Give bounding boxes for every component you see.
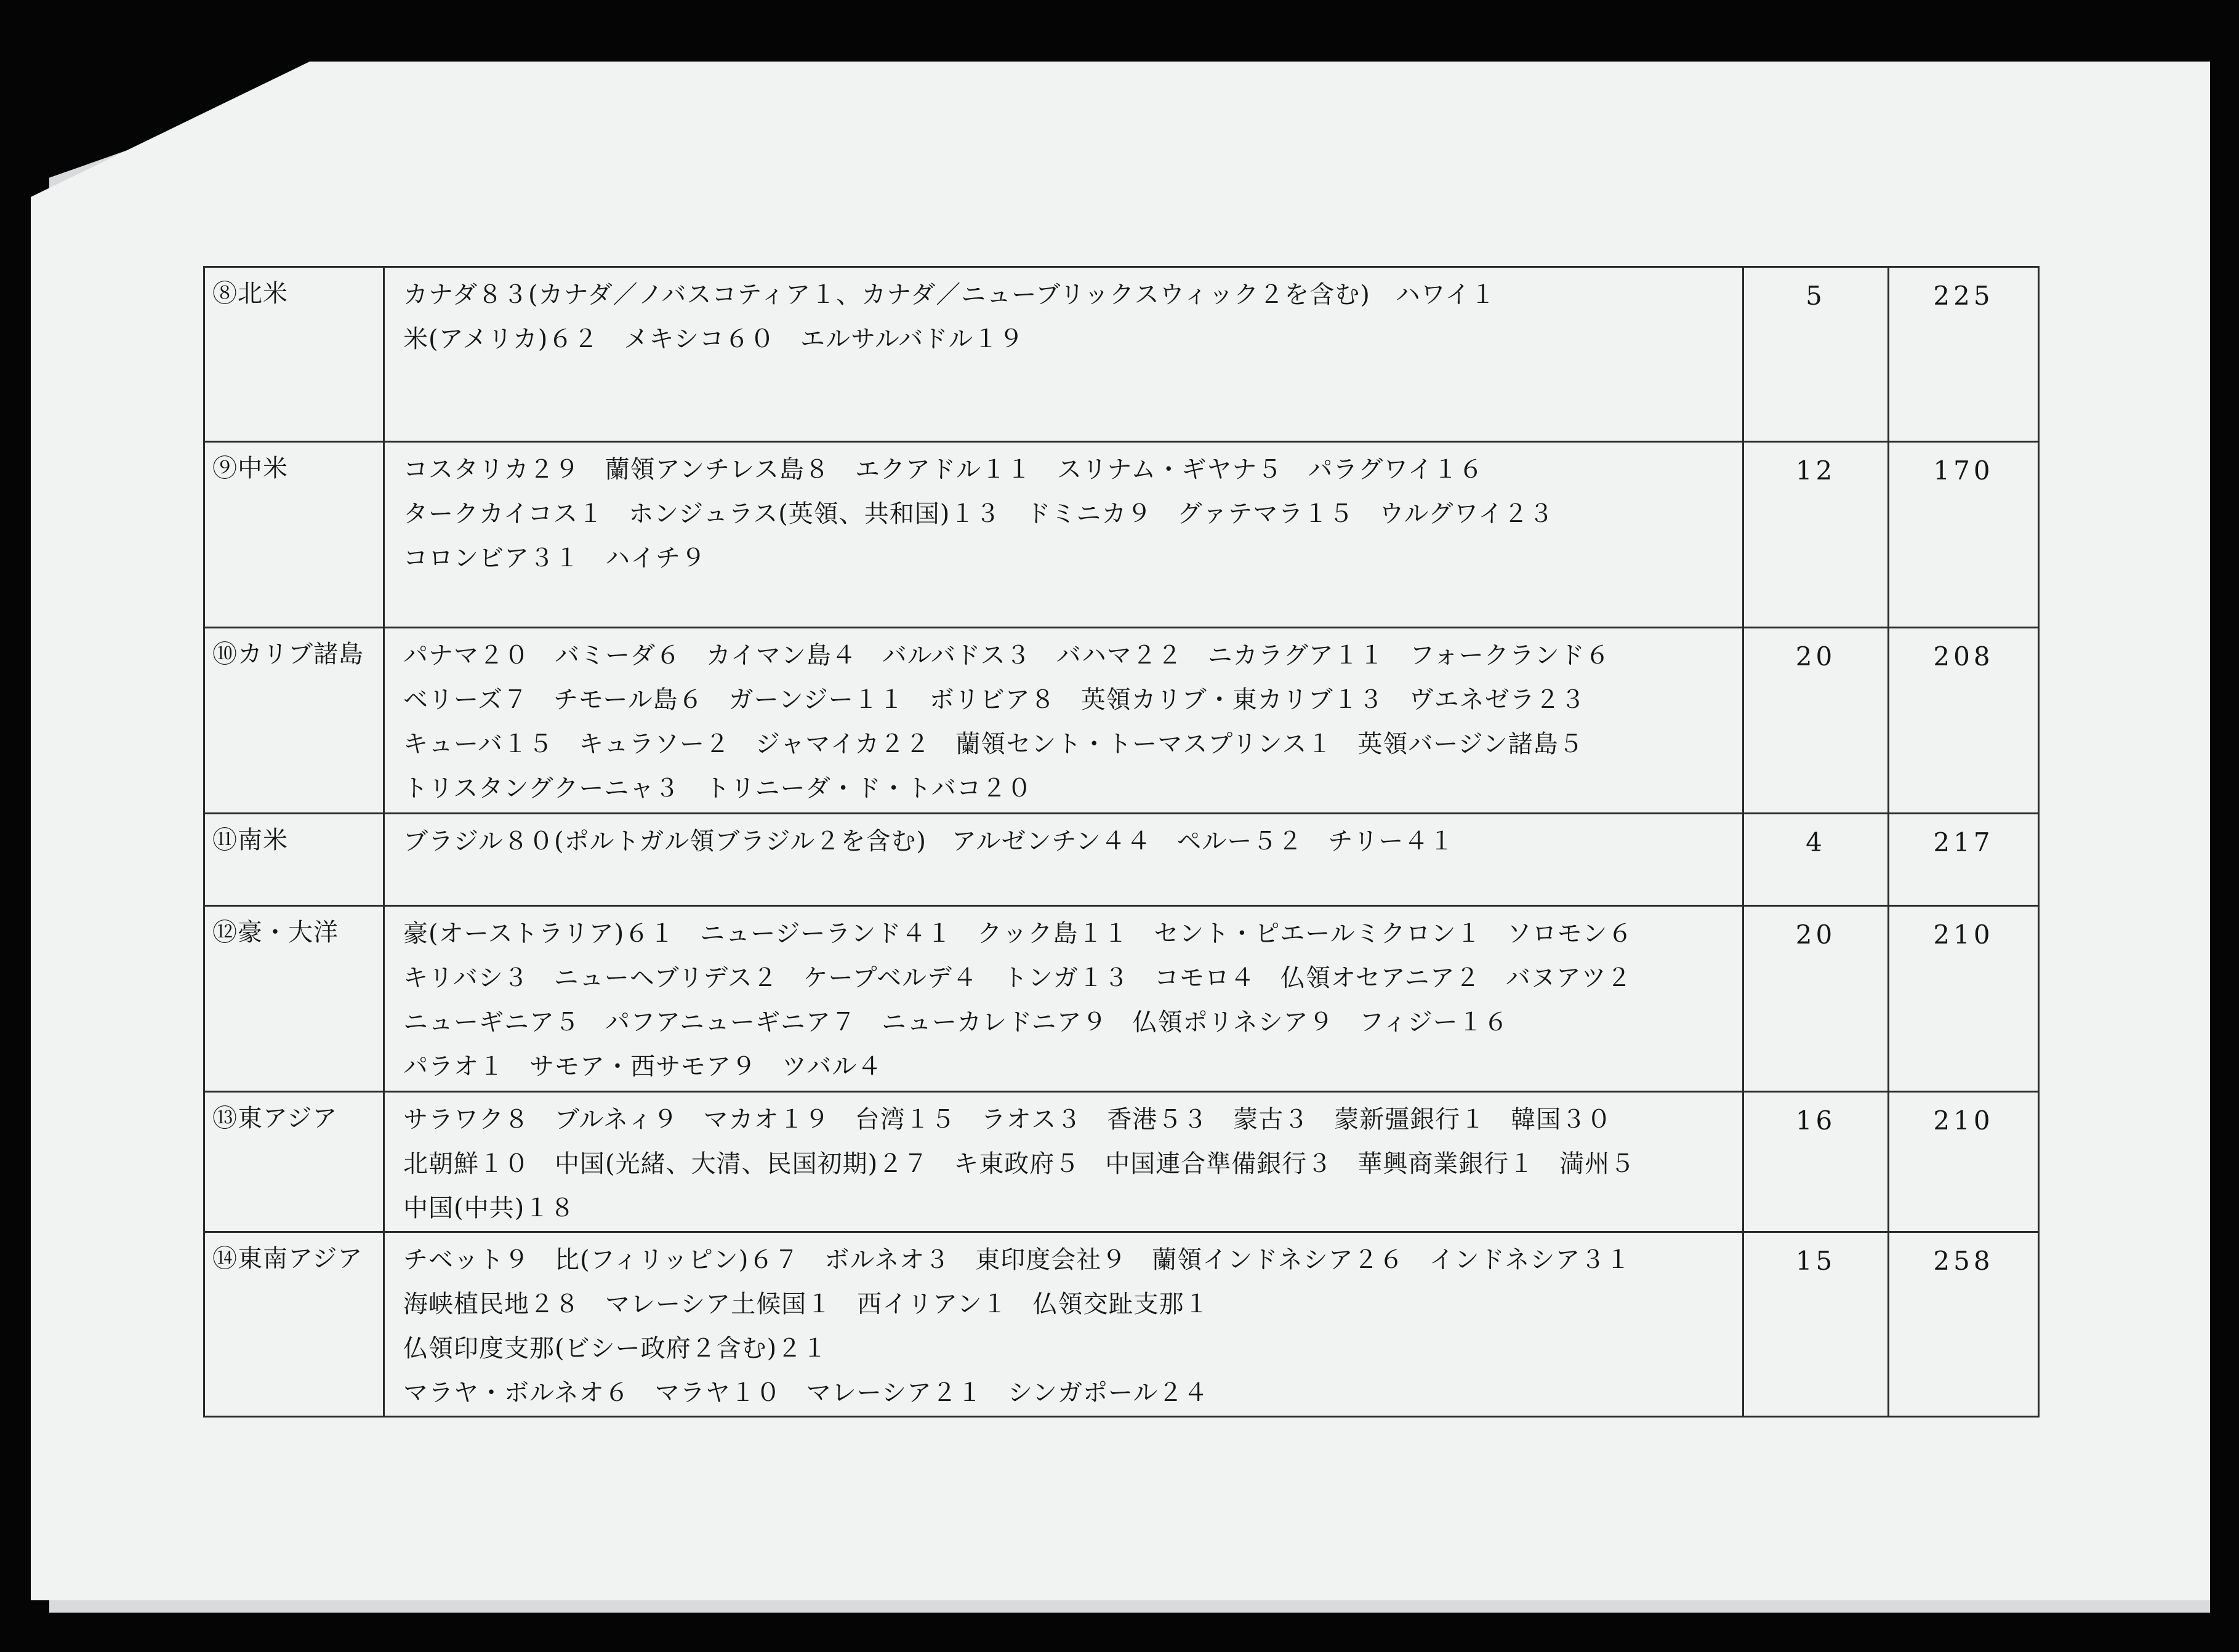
- detail-line: パナマ２０ バミーダ６ カイマン島４ バルバドス３ バハマ２２ ニカラグア１１ フォークランド６: [403, 641, 1610, 670]
- detail-cell: [384, 1232, 1743, 1417]
- table-row: [204, 906, 2039, 1092]
- detail-line: 海峡植民地２８ マレーシア土候国１ 西イリアン１ 仏領交趾支那１: [403, 1290, 1210, 1318]
- detail-line: キューバ１５ キュラソー２ ジャマイカ２２ 蘭領セント・トーマスプリンス１ 英領バージン諸島５: [403, 730, 1584, 758]
- table-row: [204, 628, 2039, 814]
- count-cell: 217: [1889, 814, 2039, 906]
- collection-table: [203, 266, 2040, 1417]
- kinds-cell: 16: [1743, 1092, 1889, 1232]
- detail-cell: [384, 628, 1743, 814]
- detail-line: トリスタングクーニャ３ トリニーダ・ド・トバコ２０: [403, 774, 1032, 803]
- detail-line: 北朝鮮１０ 中国(光緒、大清、民国初期)２７ キ東政府５ 中国連合準備銀行３ 華興商業銀行１ 満州５: [403, 1150, 1636, 1178]
- region-cell: ⑫豪・大洋: [204, 906, 384, 1092]
- detail-line: ニューギニア５ パフアニューギニア７ ニューカレドニア９ 仏領ポリネシア９ フィジー１６: [403, 1008, 1509, 1037]
- kinds-cell: 20: [1743, 628, 1889, 814]
- detail-line: コスタリカ２９ 蘭領アンチレス島８ エクアドル１１ スリナム・ギヤナ５ パラグワイ１６: [403, 455, 1484, 484]
- detail-line: カナダ８３(カナダ／ノバスコティア１、カナダ／ニューブリックスウィック２を含む) ハワイ１: [403, 281, 1496, 309]
- region-cell: ⑨中米: [204, 442, 384, 628]
- region-cell: ⑭東南アジア: [204, 1232, 384, 1417]
- region-cell: ⑪南米: [204, 814, 384, 906]
- table-row: [204, 442, 2039, 628]
- count-cell: 225: [1889, 267, 2039, 442]
- kinds-cell: 5: [1743, 267, 1889, 442]
- detail-line: ブラジル８０(ポルトガル領ブラジル２を含む) アルゼンチン４４ ペルー５２ チリー４１: [403, 827, 1455, 856]
- detail-line: チベット９ 比(フィリッピン)６７ ボルネオ３ 東印度会社９ 蘭領インドネシア２６ インドネシア３１: [403, 1246, 1631, 1274]
- detail-line: サラワク８ ブルネィ９ マカオ１９ 台湾１５ ラオス３ 香港５３ 蒙古３ 蒙新彊銀行１ 韓国３０: [403, 1105, 1612, 1134]
- detail-line: ベリーズ７ チモール島６ ガーンジー１１ ボリビア８ 英領カリブ・東カリブ１３ ヴエネゼラ２３: [403, 686, 1586, 714]
- table-row: [204, 1232, 2039, 1417]
- count-cell: 208: [1889, 628, 2039, 814]
- count-cell: 170: [1889, 442, 2039, 628]
- detail-line: キリバシ３ ニューヘブリデス２ ケープベルデ４ トンガ１３ コモロ４ 仏領オセアニア２ バヌアツ２: [403, 964, 1632, 992]
- table-row: [204, 267, 2039, 442]
- detail-line: マラヤ・ボルネオ６ マラヤ１０ マレーシア２１ シンガポール２４: [403, 1379, 1209, 1407]
- count-cell: 210: [1889, 1092, 2039, 1232]
- detail-line: パラオ１ サモア・西サモア９ ツバル４: [403, 1053, 883, 1081]
- count-cell: 210: [1889, 906, 2039, 1092]
- count-cell: 258: [1889, 1232, 2039, 1417]
- kinds-cell: 4: [1743, 814, 1889, 906]
- detail-cell: [384, 906, 1743, 1092]
- detail-cell: [384, 442, 1743, 628]
- detail-cell: [384, 814, 1743, 906]
- kinds-cell: 20: [1743, 906, 1889, 1092]
- table-row: [204, 814, 2039, 906]
- detail-line: コロンビア３１ ハイチ９: [403, 544, 706, 572]
- region-cell: ⑩カリブ諸島: [204, 628, 384, 814]
- region-cell: ⑧北米: [204, 267, 384, 442]
- detail-cell: [384, 267, 1743, 442]
- detail-cell: [384, 1092, 1743, 1232]
- detail-line: 仏領印度支那(ビシー政府２含む)２１: [403, 1334, 828, 1363]
- detail-line: 豪(オーストラリア)６１ ニュージーランド４１ クック島１１ セント・ピエールミクロン１ ソロモン６: [403, 920, 1633, 948]
- detail-line: 米(アメリカ)６２ メキシコ６０ エルサルバドル１９: [403, 325, 1024, 353]
- kinds-cell: 15: [1743, 1232, 1889, 1417]
- detail-line: タークカイコス１ ホンジュラス(英領、共和国)１３ ドミニカ９ グァテマラ１５ ウルグワイ２３: [403, 500, 1554, 528]
- detail-line: 中国(中共)１８: [403, 1194, 576, 1222]
- kinds-cell: 12: [1743, 442, 1889, 628]
- region-cell: ⑬東アジア: [204, 1092, 384, 1232]
- table-row: [204, 1092, 2039, 1232]
